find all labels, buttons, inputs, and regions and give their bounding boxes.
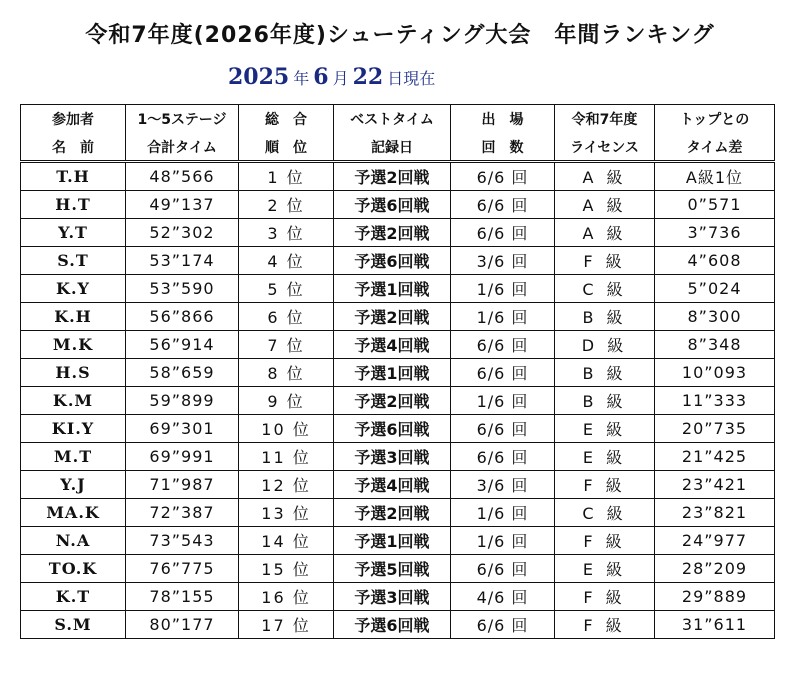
gap-to-top: 28”209 <box>655 555 775 583</box>
overall-rank: 15 位 <box>239 555 334 583</box>
gap-to-top: 20”735 <box>655 415 775 443</box>
entry-count: 3/6 回 <box>451 471 555 499</box>
gap-to-top: 23”821 <box>655 499 775 527</box>
total-time: 53”174 <box>126 247 239 275</box>
best-time-round: 予選6回戦 <box>334 611 451 639</box>
license-class: E 級 <box>555 555 655 583</box>
total-time: 72”387 <box>126 499 239 527</box>
gap-to-top: 8”348 <box>655 331 775 359</box>
license-class: B 級 <box>555 359 655 387</box>
participant-name: S.T <box>21 247 126 275</box>
header-rank-line2: 順 位 <box>239 133 334 162</box>
overall-rank: 3 位 <box>239 219 334 247</box>
entry-count: 4/6 回 <box>451 583 555 611</box>
license-class: B 級 <box>555 303 655 331</box>
participant-name: TO.K <box>21 555 126 583</box>
table-row <box>21 583 775 611</box>
gap-to-top: 24”977 <box>655 527 775 555</box>
license-class: F 級 <box>555 471 655 499</box>
license-class: A 級 <box>555 219 655 247</box>
license-class: F 級 <box>555 583 655 611</box>
license-class: C 級 <box>555 275 655 303</box>
license-class: E 級 <box>555 443 655 471</box>
gap-to-top: 5”024 <box>655 275 775 303</box>
best-time-round: 予選2回戦 <box>334 162 451 191</box>
header-total-time-line2: 合計タイム <box>126 133 239 162</box>
best-time-round: 予選4回戦 <box>334 331 451 359</box>
best-time-round: 予選3回戦 <box>334 443 451 471</box>
overall-rank: 14 位 <box>239 527 334 555</box>
best-time-round: 予選1回戦 <box>334 527 451 555</box>
total-time: 80”177 <box>126 611 239 639</box>
total-time: 53”590 <box>126 275 239 303</box>
overall-rank: 13 位 <box>239 499 334 527</box>
gap-to-top: 4”608 <box>655 247 775 275</box>
best-time-round: 予選6回戦 <box>334 247 451 275</box>
table-row <box>21 247 775 275</box>
participant-name: K.T <box>21 583 126 611</box>
entry-count: 1/6 回 <box>451 387 555 415</box>
header-license-line1: 令和7年度 <box>555 105 655 134</box>
participant-name: K.H <box>21 303 126 331</box>
best-time-round: 予選2回戦 <box>334 303 451 331</box>
table-row <box>21 219 775 247</box>
overall-rank: 10 位 <box>239 415 334 443</box>
entry-count: 6/6 回 <box>451 443 555 471</box>
overall-rank: 12 位 <box>239 471 334 499</box>
total-time: 56”866 <box>126 303 239 331</box>
overall-rank: 8 位 <box>239 359 334 387</box>
overall-rank: 2 位 <box>239 191 334 219</box>
header-row-1 <box>21 105 775 134</box>
license-class: C 級 <box>555 499 655 527</box>
total-time: 78”155 <box>126 583 239 611</box>
license-class: E 級 <box>555 415 655 443</box>
participant-name: H.S <box>21 359 126 387</box>
total-time: 48”566 <box>126 162 239 191</box>
entry-count: 6/6 回 <box>451 555 555 583</box>
best-time-round: 予選5回戦 <box>334 555 451 583</box>
as-of-month-unit: 月 <box>332 69 349 88</box>
best-time-round: 予選1回戦 <box>334 359 451 387</box>
header-row-2 <box>21 133 775 162</box>
header-best-time-date-line2: 記録日 <box>334 133 451 162</box>
table-row <box>21 303 775 331</box>
gap-to-top: 31”611 <box>655 611 775 639</box>
table-row <box>21 499 775 527</box>
gap-to-top: 29”889 <box>655 583 775 611</box>
total-time: 49”137 <box>126 191 239 219</box>
license-class: A 級 <box>555 191 655 219</box>
page-title: 令和7年度(2026年度)シューティング大会 年間ランキング <box>85 23 715 48</box>
entry-count: 6/6 回 <box>451 415 555 443</box>
best-time-round: 予選2回戦 <box>334 219 451 247</box>
entry-count: 3/6 回 <box>451 247 555 275</box>
participant-name: S.M <box>21 611 126 639</box>
entry-count: 1/6 回 <box>451 275 555 303</box>
overall-rank: 11 位 <box>239 443 334 471</box>
gap-to-top: 10”093 <box>655 359 775 387</box>
best-time-round: 予選3回戦 <box>334 583 451 611</box>
gap-to-top: A級1位 <box>655 162 775 191</box>
as-of-year-unit: 年 <box>293 69 310 88</box>
table-row <box>21 162 775 191</box>
license-class: A 級 <box>555 162 655 191</box>
gap-to-top: 11”333 <box>655 387 775 415</box>
table-row <box>21 331 775 359</box>
as-of-month: 6 <box>313 64 329 90</box>
total-time: 58”659 <box>126 359 239 387</box>
table-row <box>21 555 775 583</box>
best-time-round: 予選2回戦 <box>334 499 451 527</box>
gap-to-top: 8”300 <box>655 303 775 331</box>
entry-count: 1/6 回 <box>451 527 555 555</box>
best-time-round: 予選2回戦 <box>334 387 451 415</box>
overall-rank: 4 位 <box>239 247 334 275</box>
total-time: 69”301 <box>126 415 239 443</box>
entry-count: 1/6 回 <box>451 303 555 331</box>
participant-name: Y.T <box>21 219 126 247</box>
participant-name: K.Y <box>21 275 126 303</box>
header-participant-line2: 名 前 <box>21 133 126 162</box>
license-class: F 級 <box>555 247 655 275</box>
total-time: 59”899 <box>126 387 239 415</box>
header-license-line2: ライセンス <box>555 133 655 162</box>
entry-count: 6/6 回 <box>451 359 555 387</box>
license-class: B 級 <box>555 387 655 415</box>
overall-rank: 5 位 <box>239 275 334 303</box>
as-of-day: 22 <box>352 64 384 90</box>
participant-name: Y.J <box>21 471 126 499</box>
participant-name: M.T <box>21 443 126 471</box>
participant-name: M.K <box>21 331 126 359</box>
license-class: D 級 <box>555 331 655 359</box>
best-time-round: 予選1回戦 <box>334 275 451 303</box>
participant-name: T.H <box>21 162 126 191</box>
license-class: F 級 <box>555 527 655 555</box>
entry-count: 6/6 回 <box>451 162 555 191</box>
header-gap-to-top-line1: トップとの <box>655 105 775 134</box>
header-rank-line1: 総 合 <box>239 105 334 134</box>
entry-count: 6/6 回 <box>451 191 555 219</box>
entry-count: 1/6 回 <box>451 499 555 527</box>
best-time-round: 予選4回戦 <box>334 471 451 499</box>
header-best-time-date-line1: ベストタイム <box>334 105 451 134</box>
gap-to-top: 0”571 <box>655 191 775 219</box>
table-row <box>21 191 775 219</box>
table-row <box>21 527 775 555</box>
total-time: 52”302 <box>126 219 239 247</box>
gap-to-top: 3”736 <box>655 219 775 247</box>
entry-count: 6/6 回 <box>451 611 555 639</box>
license-class: F 級 <box>555 611 655 639</box>
entry-count: 6/6 回 <box>451 219 555 247</box>
overall-rank: 1 位 <box>239 162 334 191</box>
gap-to-top: 23”421 <box>655 471 775 499</box>
table-row <box>21 415 775 443</box>
header-gap-to-top-line2: タイム差 <box>655 133 775 162</box>
overall-rank: 9 位 <box>239 387 334 415</box>
ranking-table <box>20 104 775 639</box>
table-row <box>21 387 775 415</box>
total-time: 76”775 <box>126 555 239 583</box>
participant-name: H.T <box>21 191 126 219</box>
participant-name: N.A <box>21 527 126 555</box>
table-row <box>21 443 775 471</box>
header-participant-line1: 参加者 <box>21 105 126 134</box>
best-time-round: 予選6回戦 <box>334 415 451 443</box>
entry-count: 6/6 回 <box>451 331 555 359</box>
as-of-year: 2025 <box>228 64 290 90</box>
total-time: 71”987 <box>126 471 239 499</box>
total-time: 56”914 <box>126 331 239 359</box>
table-row <box>21 611 775 639</box>
participant-name: K.M <box>21 387 126 415</box>
overall-rank: 17 位 <box>239 611 334 639</box>
table-row <box>21 275 775 303</box>
best-time-round: 予選6回戦 <box>334 191 451 219</box>
overall-rank: 6 位 <box>239 303 334 331</box>
header-total-time-line1: 1～5ステージ <box>126 105 239 134</box>
table-row <box>21 471 775 499</box>
overall-rank: 16 位 <box>239 583 334 611</box>
participant-name: KI.Y <box>21 415 126 443</box>
gap-to-top: 21”425 <box>655 443 775 471</box>
total-time: 69”991 <box>126 443 239 471</box>
table-row <box>21 359 775 387</box>
overall-rank: 7 位 <box>239 331 334 359</box>
ranking-table-body <box>21 105 775 639</box>
header-entries-line2: 回 数 <box>451 133 555 162</box>
as-of-date <box>228 64 439 90</box>
participant-name: MA.K <box>21 499 126 527</box>
header-entries-line1: 出 場 <box>451 105 555 134</box>
as-of-day-suffix: 日現在 <box>387 69 436 88</box>
total-time: 73”543 <box>126 527 239 555</box>
